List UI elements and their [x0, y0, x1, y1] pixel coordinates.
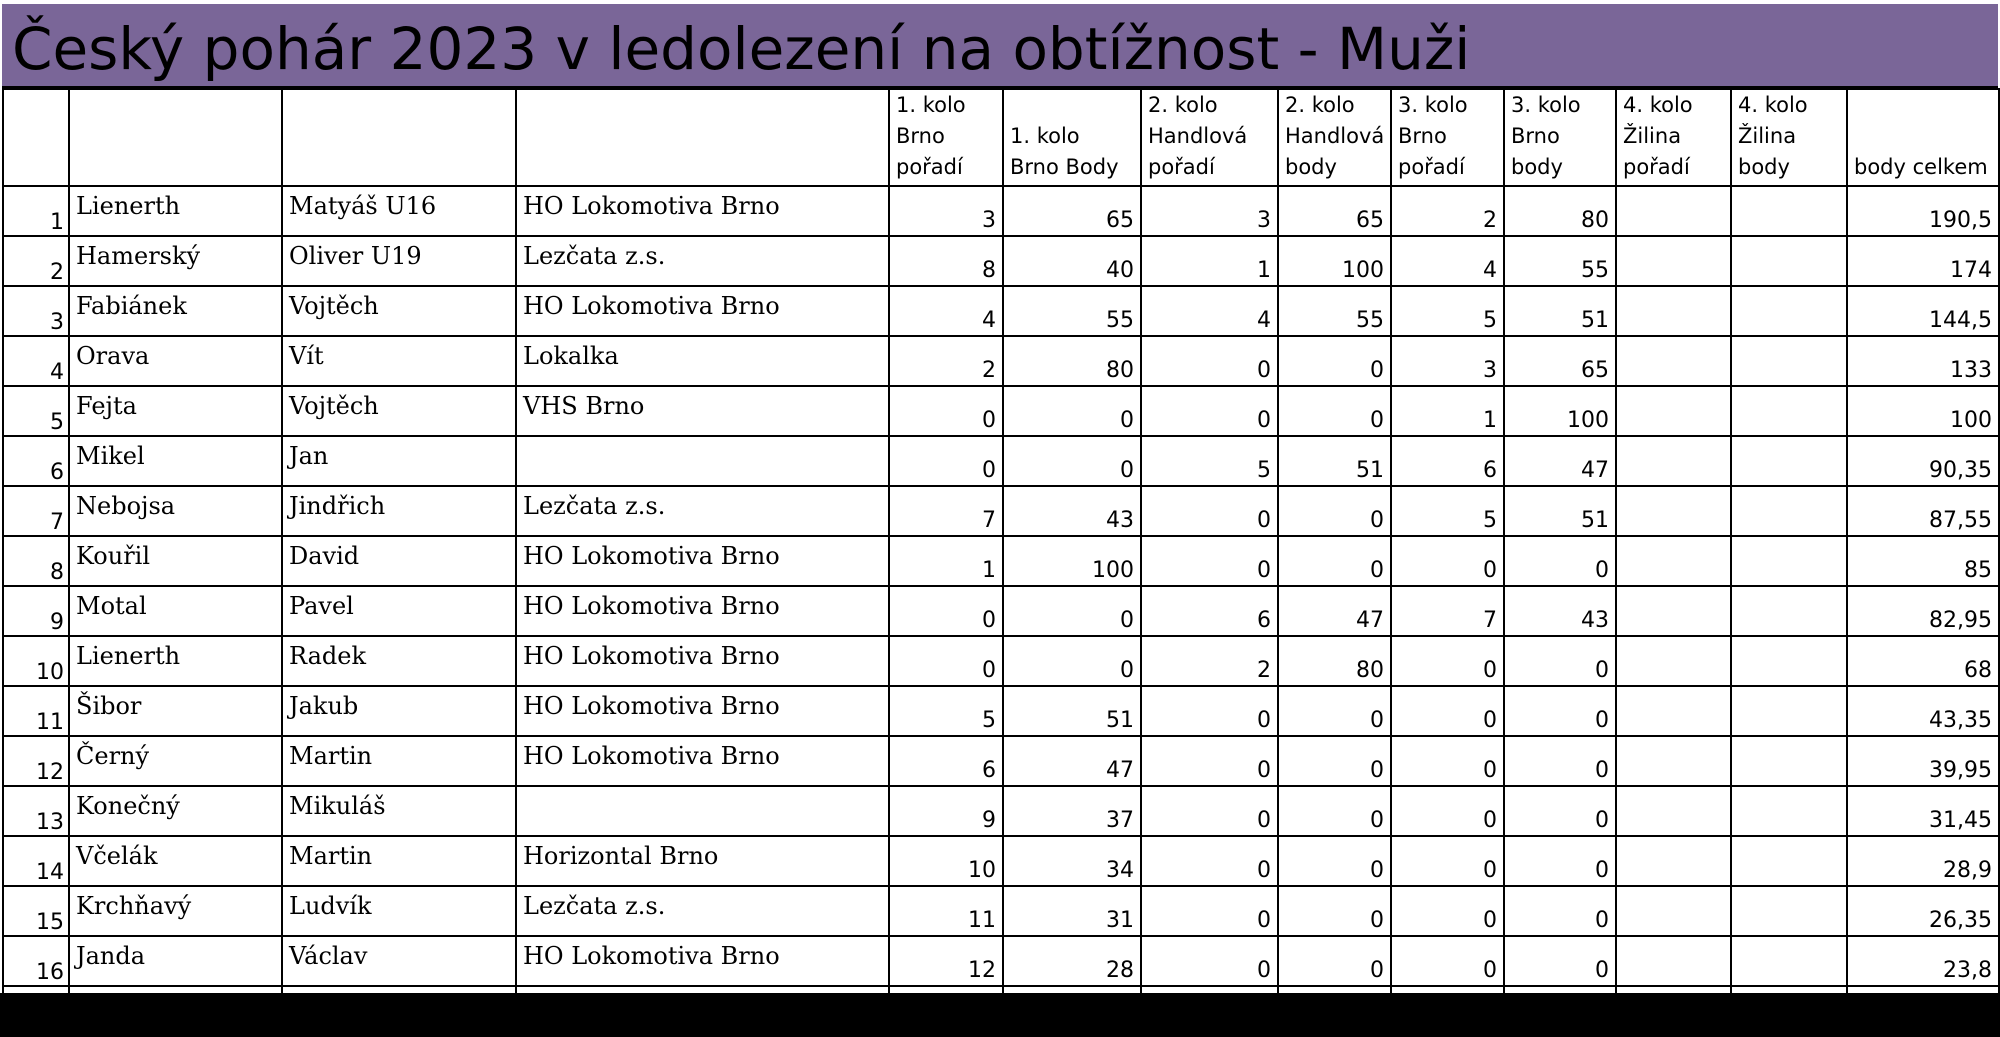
cell-r4-points[interactable] [1731, 886, 1847, 936]
cell-r1-rank[interactable]: 1 [889, 536, 1003, 586]
cell-r4-rank[interactable] [1616, 836, 1731, 886]
cell-r4-points[interactable] [1731, 536, 1847, 586]
cell-r4-rank[interactable] [1616, 586, 1731, 636]
table-row [3, 536, 1999, 586]
cell-r1-rank[interactable]: 3 [889, 186, 1003, 236]
cell-surname[interactable]: Šibor [69, 686, 282, 736]
cell-firstname[interactable]: David [282, 536, 516, 586]
cell-r3-points[interactable]: 55 [1504, 236, 1616, 286]
cell-rank[interactable]: 13 [3, 786, 69, 836]
cell-total[interactable]: 144,5 [1847, 286, 1999, 336]
header-cell-r3-points[interactable]: 3. kolo Brno body [1504, 89, 1616, 186]
cell-r2-rank[interactable]: 4 [1141, 286, 1278, 336]
cell-club[interactable]: HO Lokomotiva Brno [516, 586, 889, 636]
cell-surname[interactable]: Machala [69, 986, 282, 1036]
cell-r3-points[interactable]: 0 [1504, 786, 1616, 836]
cell-r3-points[interactable]: 0 [1504, 986, 1616, 1036]
cell-r1-rank[interactable]: 6 [889, 736, 1003, 786]
cell-r2-rank[interactable]: 0 [1141, 786, 1278, 836]
cell-r4-rank[interactable] [1616, 636, 1731, 686]
cell-r4-points[interactable] [1731, 286, 1847, 336]
cell-r1-rank[interactable]: 12 [889, 936, 1003, 986]
header-cell-r1-rank[interactable]: 1. kolo Brno pořadí [889, 89, 1003, 186]
cell-r1-points[interactable]: 51 [1003, 686, 1141, 736]
cell-surname[interactable]: Janda [69, 936, 282, 986]
cell-r1-points[interactable]: 80 [1003, 336, 1141, 386]
cell-r2-points[interactable]: 65 [1278, 186, 1391, 236]
cell-firstname[interactable]: Martin [282, 836, 516, 886]
cell-total[interactable]: 87,55 [1847, 486, 1999, 536]
cell-r4-points[interactable] [1731, 736, 1847, 786]
cell-r1-rank[interactable]: 5 [889, 686, 1003, 736]
cell-club[interactable]: HO Lokomotiva Brno [516, 936, 889, 986]
table-row [3, 286, 1999, 336]
cell-r1-rank[interactable]: 0 [889, 386, 1003, 436]
header-cell-r4-points[interactable]: 4. kolo Žilina body [1731, 89, 1847, 186]
cell-surname[interactable]: Lienerth [69, 636, 282, 686]
cell-r4-rank[interactable] [1616, 236, 1731, 286]
cell-rank[interactable]: 9 [3, 586, 69, 636]
cell-r1-points[interactable]: 31 [1003, 886, 1141, 936]
cell-r1-points[interactable]: 47 [1003, 736, 1141, 786]
cell-r1-points[interactable]: 43 [1003, 486, 1141, 536]
cell-r4-rank[interactable] [1616, 436, 1731, 486]
cell-club[interactable]: VHS Brno [516, 386, 889, 436]
cell-r4-rank[interactable] [1616, 486, 1731, 536]
cell-r3-rank[interactable]: 0 [1391, 636, 1504, 686]
cell-club[interactable]: Lezčata z.s. [516, 986, 889, 1036]
cell-rank[interactable]: 7 [3, 486, 69, 536]
cell-r4-rank[interactable] [1616, 736, 1731, 786]
cell-r3-points[interactable]: 0 [1504, 686, 1616, 736]
table-row [3, 986, 1999, 1036]
cell-r3-rank[interactable]: 0 [1391, 886, 1504, 936]
cell-club[interactable]: Horizontal Brno [516, 836, 889, 886]
cell-r3-rank[interactable]: 1 [1391, 386, 1504, 436]
header-row [3, 89, 1999, 186]
cell-r2-rank[interactable]: 3 [1141, 186, 1278, 236]
cell-firstname[interactable]: Václav [282, 936, 516, 986]
table-row [3, 886, 1999, 936]
header-cell-r4-rank[interactable]: 4. kolo Žilina pořadí [1616, 89, 1731, 186]
cell-surname[interactable]: Fabiánek [69, 286, 282, 336]
cell-r3-points[interactable]: 65 [1504, 336, 1616, 386]
cell-firstname[interactable]: Radek [282, 636, 516, 686]
cell-r1-points[interactable]: 100 [1003, 536, 1141, 586]
cell-firstname[interactable]: Pavel [282, 586, 516, 636]
cell-r4-points[interactable] [1731, 686, 1847, 736]
sheet-title: Český pohár 2023 v ledolezení na obtížnost - Muži [12, 15, 1471, 83]
cell-firstname[interactable]: Jakub [282, 686, 516, 736]
cell-r1-rank[interactable]: 0 [889, 586, 1003, 636]
cell-surname[interactable]: Nebojsa [69, 486, 282, 536]
cell-r1-points[interactable]: 0 [1003, 386, 1141, 436]
cell-rank[interactable]: 3 [3, 286, 69, 336]
cell-total[interactable]: 85 [1847, 536, 1999, 586]
cell-r2-rank[interactable]: 1 [1141, 236, 1278, 286]
cell-surname[interactable]: Fejta [69, 386, 282, 436]
cell-r1-points[interactable]: 65 [1003, 186, 1141, 236]
header-cell-total[interactable]: body celkem [1847, 89, 1999, 186]
cell-r3-points[interactable]: 80 [1504, 186, 1616, 236]
cell-r4-rank[interactable] [1616, 786, 1731, 836]
cell-r4-rank[interactable] [1616, 936, 1731, 986]
cell-total[interactable]: 22,1 [1847, 986, 1999, 1036]
cell-r3-points[interactable]: 0 [1504, 836, 1616, 886]
cell-total[interactable]: 174 [1847, 236, 1999, 286]
cell-r1-points[interactable]: 28 [1003, 936, 1141, 986]
cell-r4-points[interactable] [1731, 386, 1847, 436]
cell-r2-points[interactable]: 0 [1278, 736, 1391, 786]
cell-club[interactable]: Lezčata z.s. [516, 486, 889, 536]
cell-r2-points[interactable]: 0 [1278, 686, 1391, 736]
cell-r1-points[interactable]: 0 [1003, 636, 1141, 686]
cell-total[interactable]: 100 [1847, 386, 1999, 436]
cell-r1-rank[interactable]: 13 [889, 986, 1003, 1036]
cell-surname[interactable]: Černý [69, 736, 282, 786]
cell-r1-rank[interactable]: 8 [889, 236, 1003, 286]
table-row [3, 236, 1999, 286]
cell-r3-points[interactable]: 43 [1504, 586, 1616, 636]
cell-r4-rank[interactable] [1616, 186, 1731, 236]
cell-r2-points[interactable]: 0 [1278, 986, 1391, 1036]
cell-r2-rank[interactable]: 0 [1141, 936, 1278, 986]
table-row [3, 636, 1999, 686]
cell-r4-rank[interactable] [1616, 386, 1731, 436]
cell-r4-rank[interactable] [1616, 686, 1731, 736]
cell-surname[interactable]: Mikel [69, 436, 282, 486]
cell-r3-points[interactable]: 0 [1504, 936, 1616, 986]
cell-rank[interactable]: 17 [3, 986, 69, 1036]
cell-r2-points[interactable]: 0 [1278, 486, 1391, 536]
cell-r2-rank[interactable]: 0 [1141, 486, 1278, 536]
cell-r1-rank[interactable]: 4 [889, 286, 1003, 336]
cell-r2-rank[interactable]: 0 [1141, 886, 1278, 936]
cell-rank[interactable]: 8 [3, 536, 69, 586]
cell-surname[interactable]: Konečný [69, 786, 282, 836]
cell-club[interactable]: HO Lokomotiva Brno [516, 736, 889, 786]
cell-r3-points[interactable]: 51 [1504, 486, 1616, 536]
cell-r3-points[interactable]: 47 [1504, 436, 1616, 486]
cell-firstname[interactable]: Mirek [282, 986, 516, 1036]
header-cell-firstname[interactable] [282, 89, 516, 186]
cell-r3-points[interactable]: 51 [1504, 286, 1616, 336]
header-cell-r2-rank[interactable]: 2. kolo Handlová pořadí [1141, 89, 1278, 186]
cell-r2-points[interactable]: 51 [1278, 436, 1391, 486]
cell-total[interactable]: 23,8 [1847, 936, 1999, 986]
cell-firstname[interactable]: Matyáš U16 [282, 186, 516, 236]
cell-r2-points[interactable]: 0 [1278, 786, 1391, 836]
cell-rank[interactable]: 10 [3, 636, 69, 686]
cell-r3-rank[interactable]: 2 [1391, 186, 1504, 236]
cell-r2-rank[interactable]: 5 [1141, 436, 1278, 486]
cell-r1-points[interactable]: 26 [1003, 986, 1141, 1036]
cell-r4-points[interactable] [1731, 636, 1847, 686]
cell-total[interactable]: 28,9 [1847, 836, 1999, 886]
cell-r1-rank[interactable]: 9 [889, 786, 1003, 836]
table-row [3, 786, 1999, 836]
cell-firstname[interactable]: Jan [282, 436, 516, 486]
cell-surname[interactable]: Lienerth [69, 186, 282, 236]
cell-r4-rank[interactable] [1616, 286, 1731, 336]
cell-r4-points[interactable] [1731, 336, 1847, 386]
cell-total[interactable]: 39,95 [1847, 736, 1999, 786]
cell-r4-points[interactable] [1731, 186, 1847, 236]
cell-club[interactable]: HO Lokomotiva Brno [516, 536, 889, 586]
cell-firstname[interactable]: Vojtěch [282, 286, 516, 336]
cell-r3-points[interactable]: 100 [1504, 386, 1616, 436]
cell-r4-points[interactable] [1731, 786, 1847, 836]
cell-r3-rank[interactable]: 7 [1391, 586, 1504, 636]
cell-surname[interactable]: Kouřil [69, 536, 282, 586]
cell-total[interactable]: 68 [1847, 636, 1999, 686]
cell-rank[interactable]: 4 [3, 336, 69, 386]
cell-total[interactable]: 31,45 [1847, 786, 1999, 836]
cell-r2-rank[interactable]: 0 [1141, 686, 1278, 736]
header-cell-r3-rank[interactable]: 3. kolo Brno pořadí [1391, 89, 1504, 186]
cell-r1-points[interactable]: 40 [1003, 236, 1141, 286]
cell-r3-rank[interactable]: 6 [1391, 436, 1504, 486]
cell-r3-rank[interactable]: 0 [1391, 786, 1504, 836]
cell-rank[interactable]: 15 [3, 886, 69, 936]
cell-r1-points[interactable]: 0 [1003, 436, 1141, 486]
cell-r2-points[interactable]: 80 [1278, 636, 1391, 686]
cell-r2-points[interactable]: 0 [1278, 536, 1391, 586]
table-row [3, 936, 1999, 986]
cell-rank[interactable]: 1 [3, 186, 69, 236]
cell-rank[interactable]: 2 [3, 236, 69, 286]
cell-r4-points[interactable] [1731, 236, 1847, 286]
cell-surname[interactable]: Motal [69, 586, 282, 636]
cell-club[interactable]: Lezčata z.s. [516, 236, 889, 286]
table-row [3, 586, 1999, 636]
header-cell-r2-points[interactable]: 2. kolo Handlová body [1278, 89, 1391, 186]
cell-firstname[interactable]: Oliver U19 [282, 236, 516, 286]
table-row [3, 686, 1999, 736]
cell-r1-points[interactable]: 55 [1003, 286, 1141, 336]
cell-firstname[interactable]: Ludvík [282, 886, 516, 936]
cell-surname[interactable]: Krchňavý [69, 886, 282, 936]
cell-r2-rank[interactable]: 0 [1141, 836, 1278, 886]
cell-club[interactable] [516, 436, 889, 486]
cell-surname[interactable]: Včelák [69, 836, 282, 886]
cell-r4-points[interactable] [1731, 936, 1847, 986]
cell-surname[interactable]: Hamerský [69, 236, 282, 286]
cell-club[interactable]: Lezčata z.s. [516, 886, 889, 936]
cell-r3-rank[interactable]: 0 [1391, 736, 1504, 786]
cell-r3-rank[interactable]: 0 [1391, 836, 1504, 886]
cell-r1-rank[interactable]: 7 [889, 486, 1003, 536]
header-cell-rank[interactable] [3, 89, 69, 186]
cell-total[interactable]: 82,95 [1847, 586, 1999, 636]
cell-r4-points[interactable] [1731, 986, 1847, 1036]
cell-rank[interactable]: 11 [3, 686, 69, 736]
cell-firstname[interactable]: Martin [282, 736, 516, 786]
cell-r2-points[interactable]: 47 [1278, 586, 1391, 636]
cell-r4-points[interactable] [1731, 436, 1847, 486]
table-row [3, 186, 1999, 236]
cell-club[interactable]: HO Lokomotiva Brno [516, 636, 889, 686]
cell-club[interactable] [516, 786, 889, 836]
cell-rank[interactable]: 5 [3, 386, 69, 436]
cell-r2-rank[interactable]: 2 [1141, 636, 1278, 686]
cell-r1-rank[interactable]: 2 [889, 336, 1003, 386]
header-cell-club[interactable] [516, 89, 889, 186]
cell-club[interactable]: HO Lokomotiva Brno [516, 286, 889, 336]
cell-firstname[interactable]: Mikuláš [282, 786, 516, 836]
cell-total[interactable]: 90,35 [1847, 436, 1999, 486]
cell-r2-rank[interactable]: 6 [1141, 586, 1278, 636]
cell-r1-rank[interactable]: 0 [889, 436, 1003, 486]
table-row [3, 386, 1999, 436]
cell-r2-rank[interactable]: 0 [1141, 736, 1278, 786]
table-row [3, 486, 1999, 536]
cell-r4-points[interactable] [1731, 586, 1847, 636]
cell-r3-rank[interactable]: 0 [1391, 986, 1504, 1036]
cell-r1-points[interactable]: 37 [1003, 786, 1141, 836]
cell-r1-points[interactable]: 34 [1003, 836, 1141, 886]
cell-r4-rank[interactable] [1616, 886, 1731, 936]
cell-r3-rank[interactable]: 0 [1391, 686, 1504, 736]
cell-r2-rank[interactable]: 0 [1141, 986, 1278, 1036]
cell-rank[interactable]: 6 [3, 436, 69, 486]
table-row [3, 736, 1999, 786]
cell-firstname[interactable]: Vít [282, 336, 516, 386]
cell-firstname[interactable]: Jindřich [282, 486, 516, 536]
cell-r3-points[interactable]: 0 [1504, 536, 1616, 586]
table-row [3, 836, 1999, 886]
cell-r1-points[interactable]: 0 [1003, 586, 1141, 636]
header-cell-surname[interactable] [69, 89, 282, 186]
cell-r2-rank[interactable]: 0 [1141, 386, 1278, 436]
cell-club[interactable]: HO Lokomotiva Brno [516, 686, 889, 736]
cell-firstname[interactable]: Vojtěch [282, 386, 516, 436]
cell-club[interactable]: HO Lokomotiva Brno [516, 186, 889, 236]
cell-r3-rank[interactable]: 3 [1391, 336, 1504, 386]
cell-r3-points[interactable]: 0 [1504, 636, 1616, 686]
cell-r1-rank[interactable]: 11 [889, 886, 1003, 936]
cell-r2-points[interactable]: 0 [1278, 886, 1391, 936]
cell-club[interactable]: Lokalka [516, 336, 889, 386]
cell-r3-rank[interactable]: 0 [1391, 936, 1504, 986]
cell-r2-points[interactable]: 0 [1278, 936, 1391, 986]
cell-rank[interactable]: 16 [3, 936, 69, 986]
cell-surname[interactable]: Orava [69, 336, 282, 386]
cell-r2-rank[interactable]: 0 [1141, 336, 1278, 386]
cell-total[interactable]: 190,5 [1847, 186, 1999, 236]
cell-r2-rank[interactable]: 0 [1141, 536, 1278, 586]
cell-r2-points[interactable]: 0 [1278, 336, 1391, 386]
cell-r3-points[interactable]: 0 [1504, 886, 1616, 936]
cell-r3-points[interactable]: 0 [1504, 736, 1616, 786]
cell-r1-rank[interactable]: 0 [889, 636, 1003, 686]
cell-r4-rank[interactable] [1616, 536, 1731, 586]
cell-total[interactable]: 26,35 [1847, 886, 1999, 936]
cell-r3-rank[interactable]: 4 [1391, 236, 1504, 286]
cell-r3-rank[interactable]: 5 [1391, 286, 1504, 336]
cell-rank[interactable]: 12 [3, 736, 69, 786]
cell-rank[interactable]: 14 [3, 836, 69, 886]
cell-r3-rank[interactable]: 0 [1391, 536, 1504, 586]
table-row [3, 436, 1999, 486]
table-row [3, 336, 1999, 386]
cell-r2-points[interactable]: 0 [1278, 836, 1391, 886]
title-bar[interactable] [2, 4, 1998, 88]
header-cell-r1-points[interactable]: 1. kolo Brno Body [1003, 89, 1141, 186]
cell-r1-rank[interactable]: 10 [889, 836, 1003, 886]
results-table [2, 88, 2000, 1037]
cell-r3-rank[interactable]: 5 [1391, 486, 1504, 536]
cell-r4-points[interactable] [1731, 836, 1847, 886]
cell-r2-points[interactable]: 100 [1278, 236, 1391, 286]
cell-total[interactable]: 133 [1847, 336, 1999, 386]
cell-r2-points[interactable]: 0 [1278, 386, 1391, 436]
cell-r4-rank[interactable] [1616, 336, 1731, 386]
cell-r4-points[interactable] [1731, 486, 1847, 536]
cell-total[interactable]: 43,35 [1847, 686, 1999, 736]
cell-r2-points[interactable]: 55 [1278, 286, 1391, 336]
cell-r4-rank[interactable] [1616, 986, 1731, 1036]
